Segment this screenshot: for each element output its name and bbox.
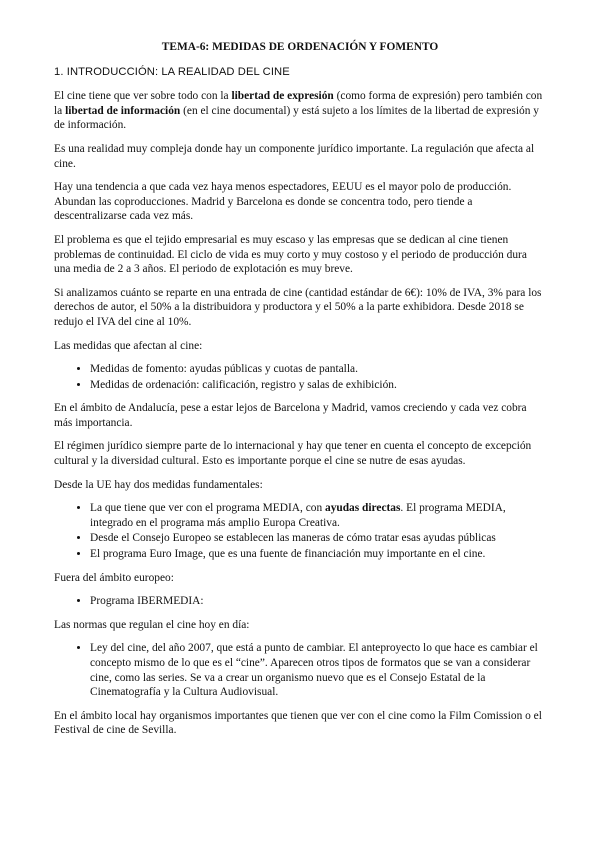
list-item: • Programa IBERMEDIA:	[90, 594, 546, 609]
list-item: • Medidas de fomento: ayudas públicas y cuotas de pantalla.	[90, 362, 546, 377]
list-item: • Ley del cine, del año 2007, que está a punto de cambiar. El anteproyecto lo que hace es cambiar el concepto mismo de lo que es el “cine”. Aparecen otros tipos de formatos que se van a considerar cine, como las series. Se va a crear un organismo nuevo que es el Consejo Estatal de la Cinematografía y la Cultura Audiovisual.	[90, 641, 546, 699]
eu-measures-list	[54, 501, 546, 561]
list-item: • La que tiene que ver con el programa MEDIA, con ayudas directas. El programa MEDIA, integrado en el programa más amplio Europa Creativa.	[90, 501, 546, 530]
norms-list	[54, 641, 546, 699]
paragraph-audience-trend: Hay una tendencia a que cada vez haya menos espectadores, EEUU es el mayor polo de producción. Abundan las coproducciones. Madrid y Barcelona es donde se concentra todo, pero tiende a descentralizarse cada vez más.	[54, 181, 512, 223]
section-heading: 1. INTRODUCCIÓN: LA REALIDAD DEL CINE	[54, 65, 290, 78]
list-item: • Medidas de ordenación: calificación, registro y salas de exhibición.	[90, 378, 546, 393]
paragraph-non-eu: Fuera del ámbito europeo:	[54, 571, 174, 584]
page-title: TEMA-6: MEDIDAS DE ORDENACIÓN Y FOMENTO	[161, 41, 439, 53]
paragraph-norms-intro: Las normas que regulan el cine hoy en día:	[54, 618, 250, 631]
measures-list	[54, 362, 546, 392]
paragraph-local: En el ámbito local hay organismos importantes que tienen que ver con el cine como la Film Comission o el Festival de cine de Sevilla.	[54, 709, 542, 737]
paragraph-eu-intro: Desde la UE hay dos medidas fundamentales:	[54, 478, 263, 491]
list-item: • Desde el Consejo Europeo se establecen las maneras de cómo tratar esas ayudas públicas	[90, 531, 546, 546]
paragraph-measures-intro: Las medidas que afectan al cine:	[54, 339, 203, 352]
non-eu-list	[54, 594, 546, 609]
paragraph-ticket-split: Si analizamos cuánto se reparte en una entrada de cine (cantidad estándar de 6€): 10% de IVA, 3% para los derechos de autor, el 50% a la distribuidora y productora y el 50% a la parte exhibidora. Desde 2018 se redujo el IVA del cine al 10%.	[54, 286, 542, 328]
paragraph-legal-reality: Es una realidad muy compleja donde hay un componente jurídico importante. La regulación que afecta al cine.	[54, 142, 535, 170]
paragraph-business-problem: El problema es que el tejido empresarial es muy escaso y las empresas que se dedican al cine tienen problemas de continuidad. El ciclo de vida es muy corto y muy costoso y el periodo de producción dura una media de 2 a 3 años. El periodo de explotación es muy breve.	[54, 233, 527, 276]
paragraph-andalucia: En el ámbito de Andalucía, pese a estar lejos de Barcelona y Madrid, vamos creciendo y cada vez cobra más importancia.	[54, 402, 527, 429]
paragraph-freedom: El cine tiene que ver sobre todo con la libertad de expresión (como forma de expresión) pero también con la libertad de información (en el cine documental) y está sujeto a los límites de la libertad de expresión y de información.	[54, 90, 543, 132]
list-item: • El programa Euro Image, que es una fuente de financiación muy importante en el cine.	[90, 547, 546, 562]
paragraph-legal-regime: El régimen jurídico siempre parte de lo internacional y hay que tener en cuenta el concepto de excepción cultural y la diversidad cultural. Esto es importante porque el cine se nutre de esas ayudas.	[54, 440, 532, 468]
